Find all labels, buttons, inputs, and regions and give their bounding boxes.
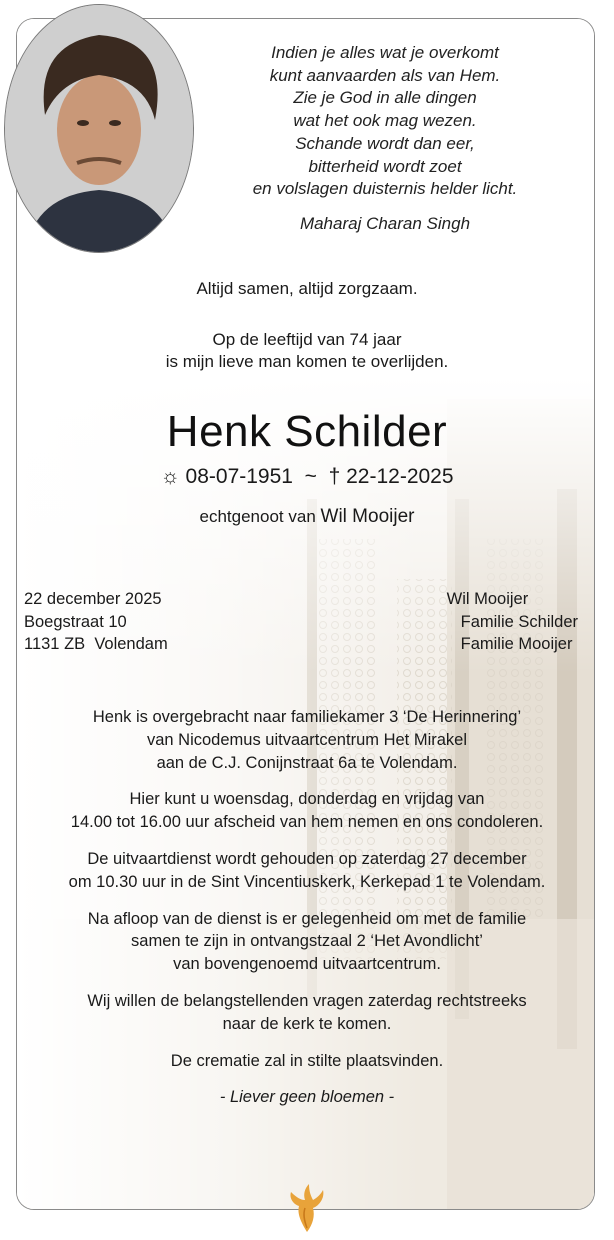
poem-line: Schande wordt dan eer, [295, 133, 475, 153]
body-line: Wij willen de belangstellenden vragen zaterdag rechtstreeks [87, 991, 527, 1010]
family-member: Familie Mooijer [460, 635, 573, 653]
body-line: aan de C.J. Conijnstraat 6a te Volendam. [156, 753, 458, 772]
poem-line: en volslagen duisternis helder licht. [252, 179, 518, 199]
body-paragraph [0, 848, 614, 894]
date-separator: ~ [304, 465, 317, 488]
portrait-photo [4, 4, 194, 253]
body-paragraph [0, 706, 614, 774]
body-line: om 10.30 uur in de Sint Vincentiuskerk, Kerkepad 1 te Volendam. [68, 872, 546, 891]
poem-author: Maharaj Charan Singh [299, 213, 471, 233]
dove-logo-icon [287, 1182, 327, 1234]
poem-line: bitterheid wordt zoet [308, 156, 462, 176]
poem [210, 42, 560, 236]
poem-line: Indien je alles wat je overkomt [271, 43, 499, 62]
body-line: Hier kunt u woensdag, donderdag en vrijdag van [129, 790, 485, 809]
body-line: De uitvaartdienst wordt gehouden op zaterdag 27 december [87, 849, 527, 868]
body-paragraph [0, 1050, 614, 1073]
cross-icon: † [328, 465, 341, 488]
age-line: Op de leeftijd van 74 jaar [212, 330, 402, 349]
city: 1131 ZB Volendam [24, 635, 168, 653]
birth-date: 08-07-1951 [185, 465, 293, 488]
death-date: 22-12-2025 [346, 465, 454, 488]
deceased-name: Henk Schilder [166, 407, 448, 456]
street: Boegstraat 10 [24, 612, 127, 631]
address-block [24, 588, 168, 656]
sun-icon: ☼ [160, 465, 180, 488]
body-paragraph [0, 788, 614, 834]
body-line: De crematie zal in stilte plaatsvinden. [170, 1051, 444, 1070]
poem-line: kunt aanvaarden als van Hem. [269, 65, 501, 85]
poem-line: wat het ook mag wezen. [293, 111, 477, 131]
body-line: van bovengenoemd uitvaartcentrum. [173, 955, 441, 974]
body-line: Na afloop van de dienst is er gelegenheid om met de familie [87, 909, 527, 928]
family-member: Familie Schilder [460, 612, 578, 631]
body-line: van Nicodemus uitvaartcentrum Het Mirakel [146, 730, 468, 749]
body-line: samen te zijn in ontvangstzaal 2 ‘Het Avondlicht’ [131, 932, 483, 951]
body-line: 14.00 tot 16.00 uur afscheid van hem nemen en ons condoleren. [70, 813, 544, 832]
body-line: naar de kerk te komen. [222, 1014, 392, 1033]
passing-line: is mijn lieve man komen te overlijden. [165, 352, 449, 371]
spouse-line [0, 506, 614, 528]
family-block [446, 588, 578, 656]
body-paragraph [0, 990, 614, 1036]
notice-date: 22 december 2025 [24, 590, 162, 608]
closing-note: - Liever geen bloemen - [219, 1088, 395, 1107]
spouse-name: Wil Mooijer [320, 506, 415, 527]
spouse-prefix: echtgenoot van [199, 507, 316, 526]
motto: Altijd samen, altijd zorgzaam. [196, 279, 418, 298]
poem-line: Zie je God in alle dingen [293, 88, 477, 108]
body-paragraph [0, 908, 614, 976]
family-member: Wil Mooijer [446, 590, 529, 608]
body-line: Henk is overgebracht naar familiekamer 3 ‘De Herinnering’ [92, 708, 522, 726]
notice-body [0, 706, 614, 1123]
life-dates [0, 466, 614, 488]
